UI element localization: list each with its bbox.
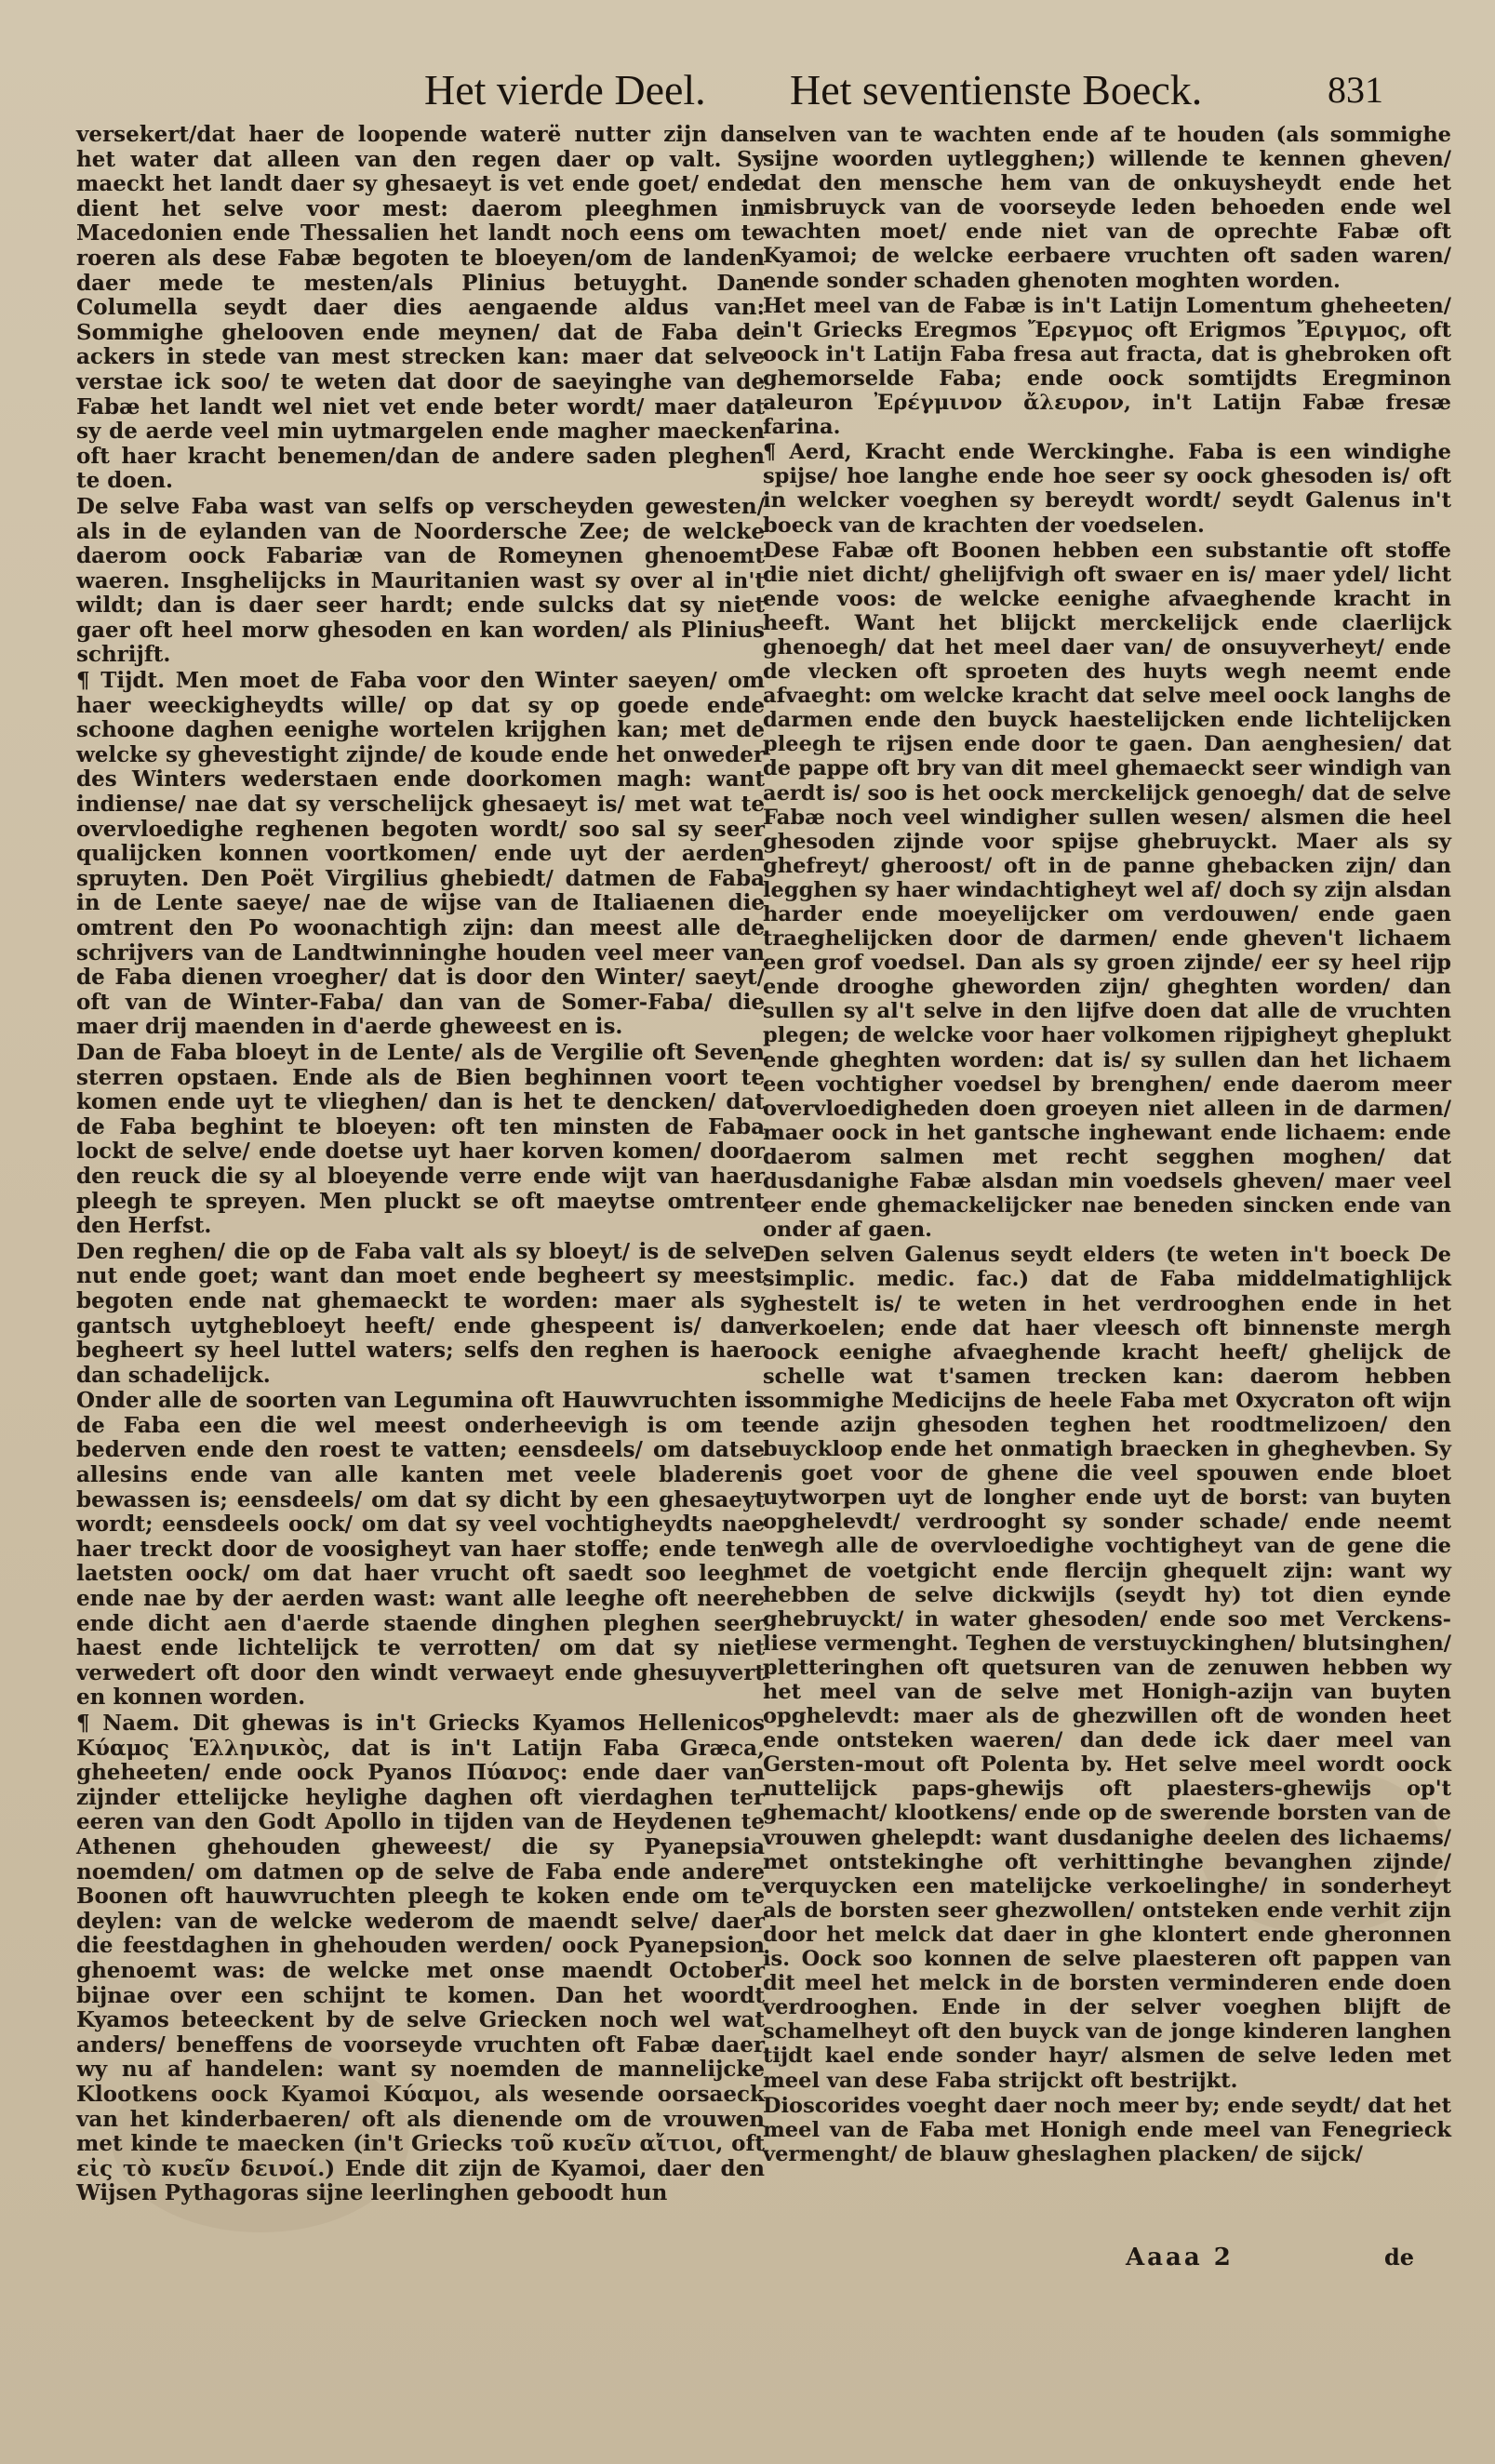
paragraph: Het meel van de Fabæ is in't Latijn Lomentum gheheeten/ in't Griecks Eregmos Ἔρεγμος oft Erigmos Ἔριγμος, oft oock in't Latijn Faba fresa aut fracta, dat is ghebroken oft ghemorselde Faba; ende oock somtijdts Eregminon aleuron Ἐρέγμινον ἄλευρον, in't Latijn Fabæ fresæ farina. bbox=[763, 293, 1451, 440]
paragraph: Dioscorides voeght daer noch meer by; ende seydt/ dat het meel van de Faba met Honigh ende meel van Fenegrieck vermenght/ de blauw gheslaghen placken/ de sijck/ bbox=[763, 2093, 1451, 2166]
paragraph: Den reghen/ die op de Faba valt als sy bloeyt/ is de selve nut ende goet; want dan moet ende begheert sy meest begoten ende nat ghemaeckt te worden: maer als sy gantsch uytghebloeyt heeft/ ende ghespeent is/ dan begheert sy heel luttel waters; selfs den reghen is haer dan schadelijck. bbox=[76, 1238, 765, 1388]
paragraph: selven van te wachten ende af te houden (als sommighe sijne woorden uytlegghen;) willende te kennen gheven/ dat den mensche hem van de onkuysheydt ende het misbruyck van de voorseyde leden behoeden ende wel wachten moet/ ende niet van de oprechte Fabæ oft Kyamoi; de welcke eerbaere vruchten oft saden waren/ ende sonder schaden ghenoten moghten worden. bbox=[763, 123, 1451, 293]
right-column bbox=[763, 123, 1451, 2166]
paragraph: ¶ Aerd, Kracht ende Werckinghe. Faba is een windighe spijse/ hoe langhe ende hoe seer sy oock ghesoden is/ oft in welcker voeghen sy bereydt wordt/ seydt Galenus in't boeck van de krachten der voedselen. bbox=[763, 440, 1451, 538]
paragraph: ¶ Naem. Dit ghewas is in't Griecks Kyamos Hellenicos Κύαμος Ἑλληνικὸς, dat is in't Latijn Faba Græca, gheheeten/ ende oock Pyanos Πύανος: ende daer van zijnder ettelijcke heylighe daghen oft vierdaghen ter eeren van den Godt Apollo in tijden van de Heydenen te Athenen ghehouden gheweest/ die sy Pyanepsia noemden/ om datmen op de selve de Faba ende andere Boonen oft hauwvruchten pleegh te koken ende om te deylen: van de welcke wederom de maendt selve/ daer die feestdaghen in ghehouden werden/ oock Pyanepsion ghenoemt was: de welcke met onse maendt October bijnae over een schijnt te komen. Dan het woordt Kyamos beteeckent by de selve Griecken noch wel wat anders/ beneffens de voorseyde vruchten oft Fabæ daer wy nu af handelen: want sy noemden de mannelijcke Klootkens oock Kyamoi Κύαμοι, als wesende oorsaeck van het kinderbaeren/ oft als dienende om de vrouwen met kinde te maecken (in't Griecks τοῦ κυεῖν αἴτιοι, oft εἰς τὸ κυεῖν δεινοί.) Ende dit zijn de Kyamoi, daer den Wijsen Pythagoras sijne leerlinghen geboodt hun bbox=[76, 1711, 765, 2206]
page-number: 831 bbox=[1328, 69, 1383, 111]
header-part: Het vierde Deel. bbox=[424, 66, 706, 113]
catchword: de bbox=[1384, 2244, 1415, 2271]
paragraph: versekert/dat haer de loopende waterë nutter zijn dan het water dat alleen van den regen daer op valt. Sy maeckt het landt daer sy ghesaeyt is vet ende goet/ ende dient het selve voor mest: daerom pleeghmen in Macedonien ende Thessalien het landt noch eens om te roeren als dese Fabæ begoten te bloeyen/om de landen daer mede te mesten/als Plinius betuyght. Dan Columella seydt daer dies aengaende aldus van: Sommighe ghelooven ende meynen/ dat de Faba de ackers in stede van mest strecken kan: maer dat selve verstae ick soo/ te weten dat door de saeyinghe van de Fabæ het landt wel niet vet ende beter wordt/ maer dat sy de aerde veel min uytmargelen ende magher maecken oft haer kracht benemen/dan de andere saden pleghen te doen. bbox=[76, 122, 765, 494]
page-footer bbox=[1107, 2244, 1442, 2281]
paragraph: De selve Faba wast van selfs op verscheyden gewesten/ als in de eylanden van de Noordersche Zee; de welcke daerom oock Fabariæ van de Romeynen ghenoemt waeren. Insghelijcks in Mauritanien wast sy over al in't wildt; dan is daer seer hardt; ende sulcks dat sy niet gaer oft heel morw ghesoden en kan worden/ als Plinius schrijft. bbox=[76, 493, 765, 668]
paragraph: Den selven Galenus seydt elders (te weten in't boeck De simplic. medic. fac.) dat de Faba middelmatighlijck ghestelt is/ te weten in het verdrooghen ende in het verkoelen; ende dat haer vleesch oft binnenste mergh oock eenighe afvaeghende kracht heeft/ ghelijck de schelle wat t'samen trecken kan: daerom hebben sommighe Medicijns de heele Faba met Oxycraton oft wijn ende azijn ghesoden teghen het roodtmelizoen/ den buyckloop ende het onmatigh braecken in gheghevben. Sy is goet voor de ghene die veel spouwen ende bloet uytworpen uyt de longher ende uyt de borst: van buyten opghelevdt/ verdrooght sy sonder schade/ ende neemt wegh alle de overvloedighe vochtigheyt van de gene die met de voetgicht ende flercijn ghequelt zijn: want wy hebben de selve dickwijls (seydt hy) tot dien eynde ghebruyckt/ in water ghesoden/ ende soo met Verckens-liese vermenght. Teghen de verstuyckinghen/ blutsinghen/ pletteringhen oft quetsuren van de zenuwen hebben wy het meel van de selve met Honigh-azijn van buyten opghelevdt: maer als de ghezwillen oft de wonden heet ende ontsteken waeren/ dan dede ick daer meel van Gersten-mout oft Polenta by. Het selve meel wordt oock nuttelijck paps-ghewijs oft plaesters-ghewijs op't ghemacht/ klootkens/ ende op de swerende borsten van de vrouwen ghelepdt: want dusdanighe deelen des lichaems/ met ontstekinghe oft verhittinghe bevanghen zijnde/ verquycken een matelijcke verkoelinghe/ in sonderheyt als de borsten seer ghezwollen/ ontsteken ende verhit zijn door het melck dat daer in ghe klontert ende gheronnen is. Oock soo konnen de selve plaesteren oft pappen van dit meel het melck in de borsten verminderen ende doen verdrooghen. Ende in der selver voeghen blijft de schamelheyt oft den buyck van de jonge kinderen langhen tijdt kael ende sonder hayr/ alsmen de selve leden met meel van dese Faba strijckt oft bestrijkt. bbox=[763, 1243, 1451, 2093]
left-column bbox=[76, 123, 765, 2206]
running-header bbox=[0, 48, 1495, 123]
paragraph: Dan de Faba bloeyt in de Lente/ als de Vergilie oft Seven sterren opstaen. Ende als de Bien beghinnen voort te komen ende uyt te vlieghen/ dan is het te dencken/ dat de Faba beghint te bloeyen: oft ten minsten de Faba lockt de selve/ ende doetse uyt haer korven komen/ door den reuck die sy al bloeyende verre ende wijt van haer pleegh te spreyen. Men pluckt se oft maeytse omtrent den Herfst. bbox=[76, 1039, 765, 1239]
header-book: Het seventienste Boeck. bbox=[790, 66, 1203, 113]
paragraph: Onder alle de soorten van Legumina oft Hauwvruchten is de Faba een die wel meest onderheevigh is om te bederven ende den roest te vatten; eensdeels/ om datse allesins ende van alle kanten met veele bladeren bewassen is; eensdeels/ om dat sy dicht by een ghesaeyt wordt; eensdeels oock/ om dat sy veel vochtigheydts nae haer treckt door de voosigheyt van haer stoffe; ende ten laetsten oock/ om dat haer vrucht oft saedt soo leegh ende nae by der aerden wast: want alle leeghe oft neere ende dicht aen d'aerde staende dinghen pleghen seer haest ende lichtelijck te verrotten/ om dat sy niet verwedert oft door den windt verwaeyt ende ghesuyvert en konnen worden. bbox=[76, 1388, 765, 1711]
signature-mark: Aaaa 2 bbox=[1126, 2244, 1234, 2271]
paragraph: ¶ Tijdt. Men moet de Faba voor den Winter saeyen/ om haer weeckigheydts wille/ op dat sy op goede ende schoone daghen eenighe wortelen krijghen kan; met de welcke sy ghevestight zijnde/ de koude ende het onweder des Winters wederstaen ende doorkomen magh: want indiense/ nae dat sy verschelijck ghesaeyt is/ met wat te overvloedighe reghenen begoten wordt/ soo sal sy seer qualijcken konnen voortkomen/ ende uyt der aerden spruyten. Den Poët Virgilius ghebiedt/ datmen de Faba in de Lente saeye/ nae de wijse van de Italiaenen die omtrent den Po woonachtigh zijn: dan meest alle de schrijvers van de Landtwinninghe houden veel meer van de Faba dienen vroegher/ dat is door den Winter/ saeyt/ oft van de Winter-Faba/ dan van de Somer-Faba/ die maer drij maenden in d'aerde gheweest en is. bbox=[76, 668, 765, 1040]
paragraph: Dese Fabæ oft Boonen hebben een substantie oft stoffe die niet dicht/ ghelijfvigh oft swaer en is/ maer ydel/ licht ende voos: de welcke eenighe afvaeghende kracht in heeft. Want het blijckt merckelijck ende claerlijck ghenoegh/ dat het meel daer van/ de onsuyverheyt/ ende de vlecken oft sproeten des huyts wegh neemt ende afvaeght: om welcke kracht dat selve meel oock langhs de darmen ende den buyck haestelijcken ende lichtelijcken pleegh te rijsen ende door te gaen. Dan aenghesien/ dat de pappe oft bry van dit meel ghemaeckt seer windigh van aerdt is/ soo is het oock merckelijck genoegh/ dat de selve Fabæ noch veel windigher sullen wesen/ alsmen die heel ghesoden zijnde voor spijse ghebruyckt. Maer als sy ghefreyt/ gheroost/ oft in de panne ghebacken zijn/ dan legghen sy haer windachtigheyt wel af/ doch sy zijn alsdan harder ende moeyelijcker om verdouwen/ ende gaen traeghelijcken door de darmen/ ende gheven't lichaem een grof voedsel. Dan als sy groen zijnde/ eer sy heel rijp ende drooghe gheworden zijn/ gheghten worden/ dan sullen sy al't selve in den lijfve doen dat alle de vruchten plegen; de welcke voor haer volkomen rijpigheyt gheplukt ende gheghten worden: dat is/ sy sullen dan het lichaem een vochtigher voedsel by brenghen/ ende daerom meer overvloedigheden doen groeyen niet alleen in de darmen/ maer oock in het gantsche inghewant ende lichaem: ende daerom salmen met recht segghen moghen/ dat dusdanighe Fabæ alsdan min voedsels gheven/ maer veel eer ende ghemackelijcker nae beneden sincken ende van onder af gaen. bbox=[763, 538, 1451, 1243]
